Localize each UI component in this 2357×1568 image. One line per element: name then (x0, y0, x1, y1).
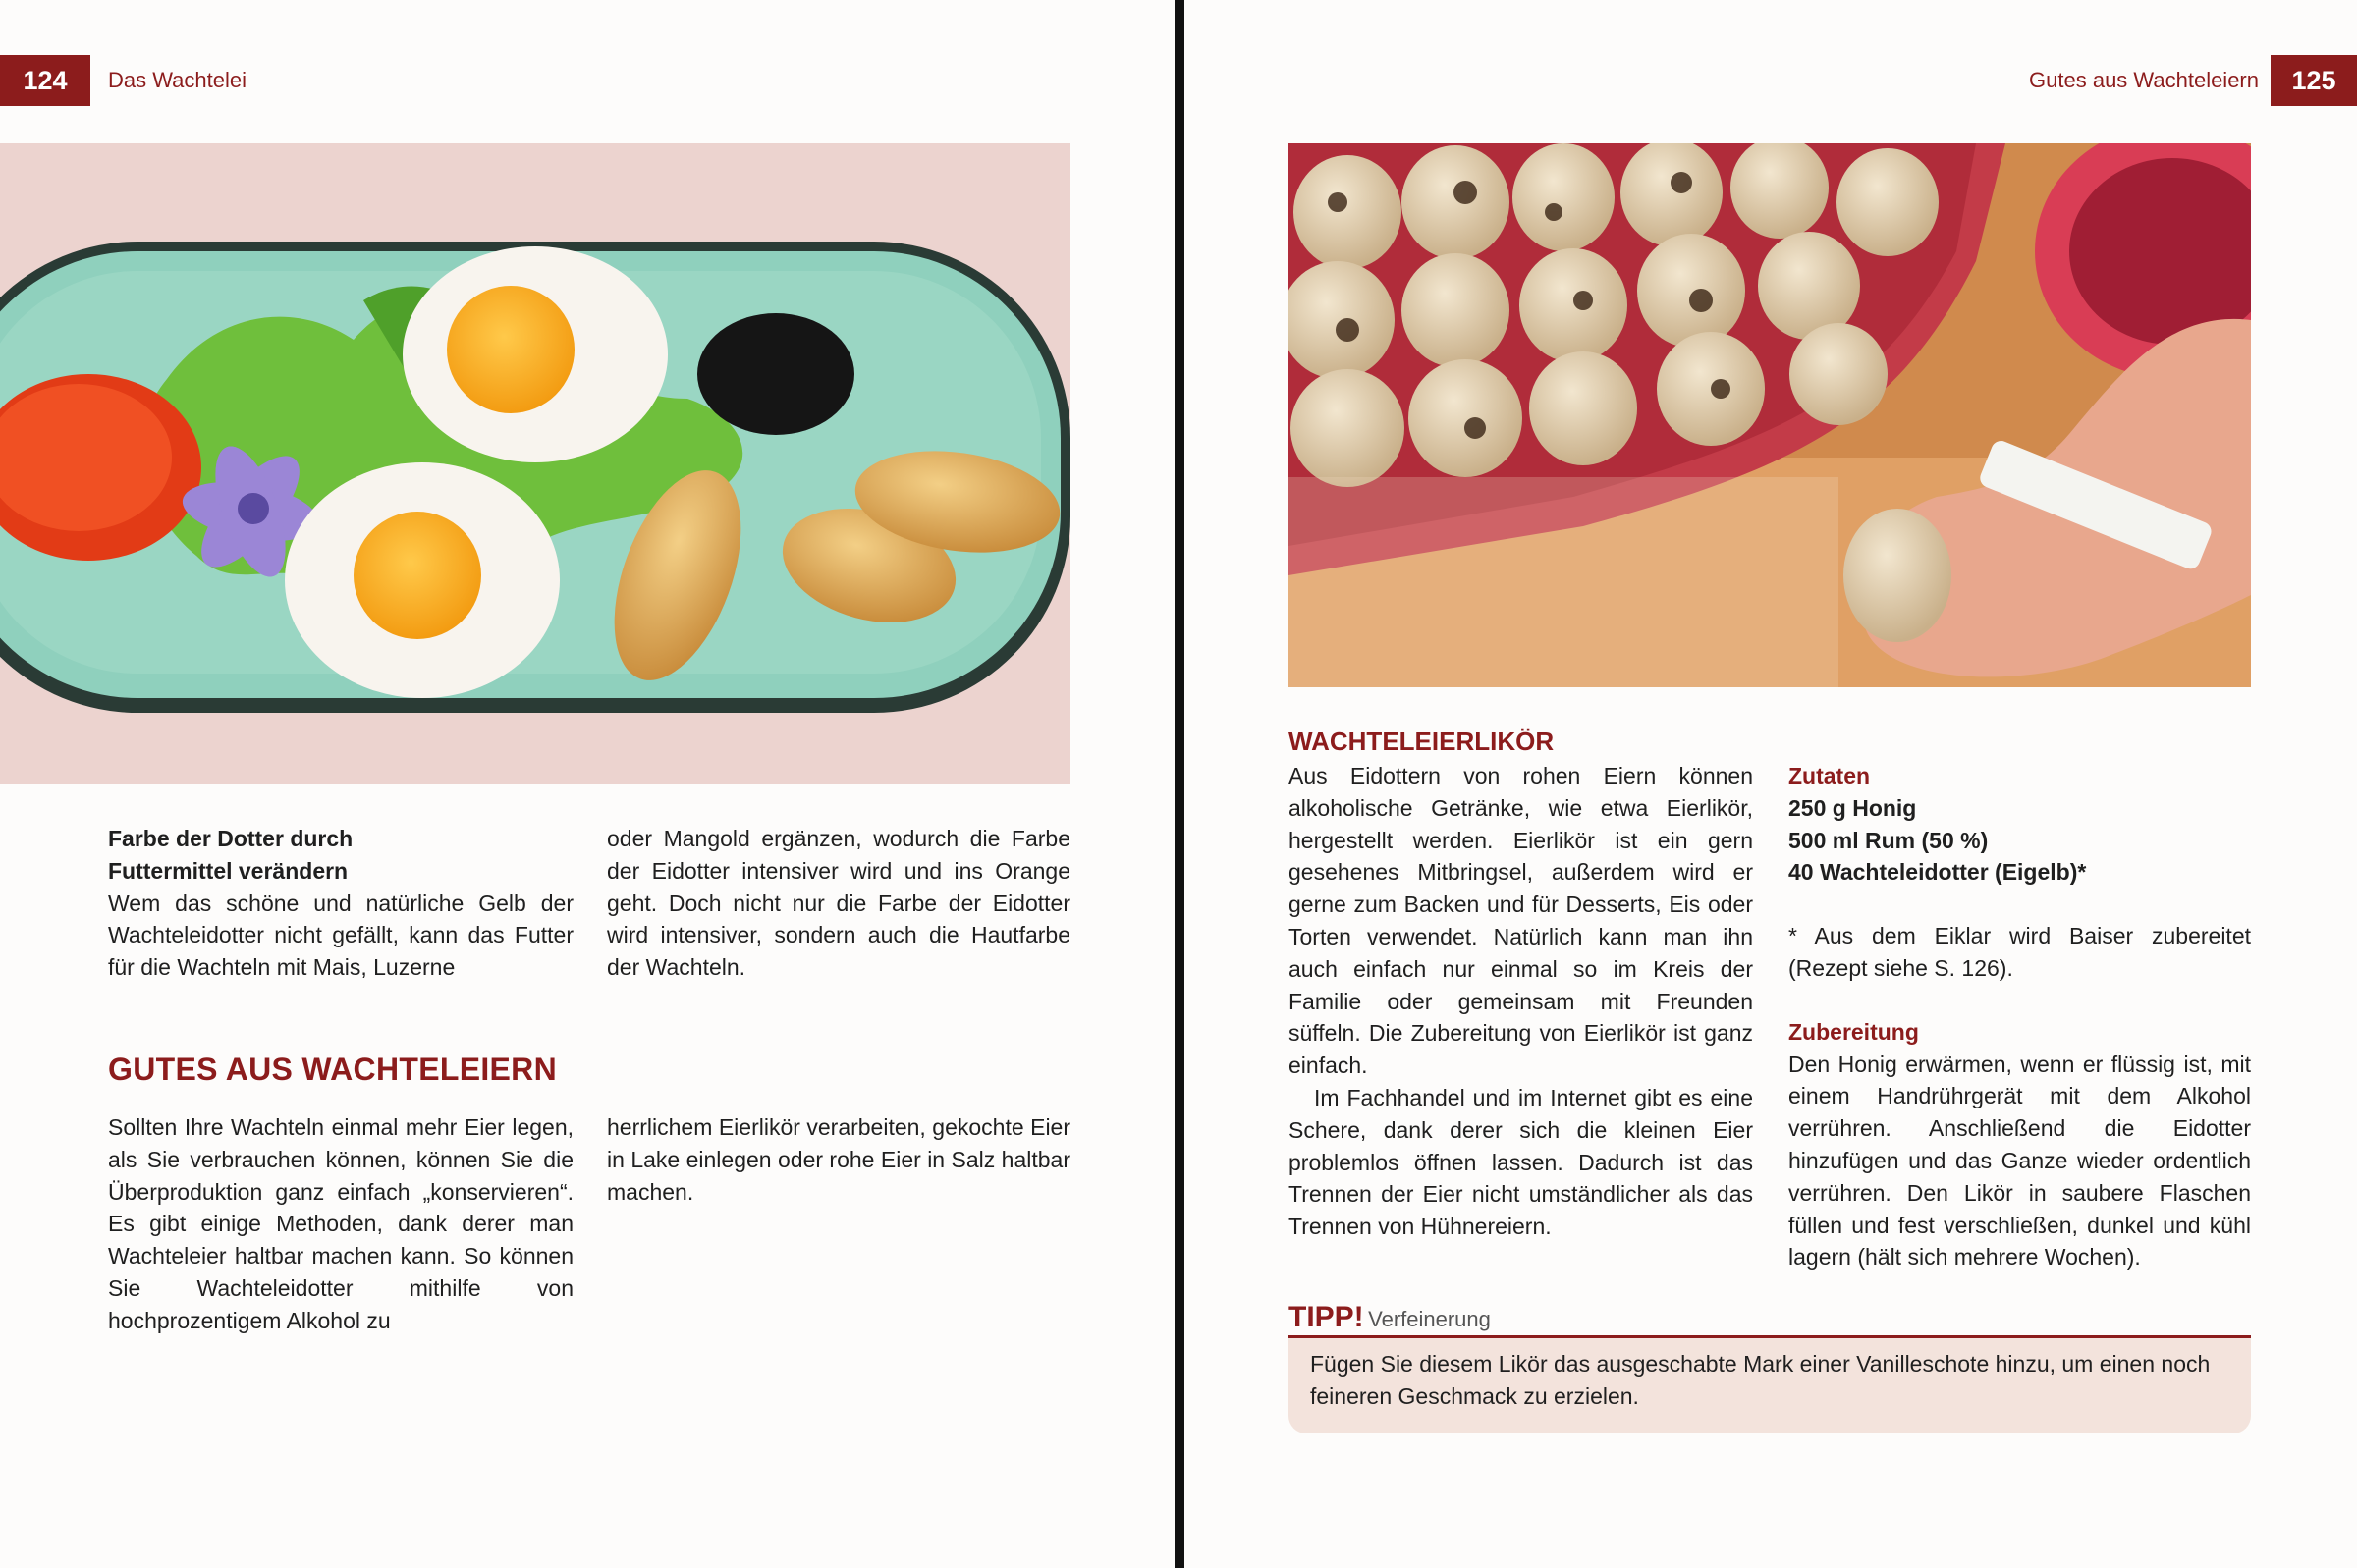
plate-photo (0, 143, 1070, 784)
right-page (1184, 0, 2357, 1568)
sidebar-col1 (108, 823, 574, 984)
recipe-paragraph-1: Aus Eidottern von rohen Eiern können alkoholische Getränke, wie etwa Eierlikör, hergestellt werden. Eierlikör ist ein gern gesehenes Mitbringsel, außerdem wird er gerne zum Backen und für Desserts, Eis oder Torten verwendet. Natürlich kann man ihn auch einfach nur einmal so im Kreis der Familie oder gemeinsam mit Freunden süffeln. Die Zubereitung von Eierlikör ist ganz einfach. (1288, 763, 1753, 1079)
running-head-left: Das Wachtelei (108, 68, 247, 92)
page-number-right: 125 (2271, 55, 2357, 106)
preparation-heading: Zubereitung (1788, 1018, 1919, 1045)
intro-col1 (108, 1111, 574, 1337)
sidebar-col2 (607, 823, 1070, 984)
sidebar-text: Wem das schöne und natürliche Gelb der Wachteleidotter nicht gefällt, kann das Futter für die Wachteln mit Mais, Luzerne (108, 890, 574, 981)
fried-quail-eggs-plate-image (0, 143, 1070, 784)
quail-eggs-photo (1288, 143, 2251, 687)
ingredient-item: 500 ml Rum (50 %) (1788, 827, 1989, 853)
ingredients-footnote: * Aus dem Eiklar wird Baiser zubereitet (Rezept siehe S. 126). (1788, 923, 2251, 981)
ingredients-heading: Zutaten (1788, 763, 1871, 788)
tip-sublabel: Verfeinerung (1368, 1307, 1491, 1331)
sidebar-text-continued: oder Mangold ergänzen, wodurch die Farbe der Eidotter intensiver wird und ins Orange geht. Doch nicht nur die Farbe der Eidotter wird intensiver, sondern auch die Hautfarbe der Wachteln. (607, 826, 1070, 981)
left-page (0, 0, 1175, 1568)
recipe-text-col (1288, 760, 1753, 1243)
recipe-side-col (1788, 760, 2251, 1273)
preparation-text: Den Honig erwärmen, wenn er flüssig ist, mit einem Handrührgerät mit dem Alkohol verrühren. Anschließend die Eidotter hinzufügen und das Ganze wieder ordentlich verrühren. Den Likör in saubere Flaschen füllen und fest verschließen, dunkel und kühl lagern (hält sich mehrere Wochen). (1788, 1051, 2251, 1271)
section-heading: GUTES AUS WACHTELEIERN (108, 1052, 557, 1087)
tip-text: Fügen Sie diesem Likör das ausgeschabte Mark einer Vanilleschote hinzu, um einen noch feineren Geschmack zu erzielen. (1310, 1351, 2211, 1409)
tip-header (1288, 1301, 1491, 1334)
page-number-left: 124 (0, 55, 90, 106)
intro-text-col2: herrlichem Eierlikör verarbeiten, gekochte Eier in Lake einlegen oder rohe Eier in Salz haltbar machen. (607, 1114, 1070, 1205)
intro-col2 (607, 1111, 1070, 1208)
sidebar-title-line2: Futtermittel verändern (108, 857, 349, 884)
book-gutter (1175, 0, 1184, 1568)
tip-box (1288, 1338, 2251, 1433)
recipe-title: WACHTELEIERLIKÖR (1288, 727, 1555, 756)
ingredient-item: 40 Wachteleidotter (Eigelb)* (1788, 859, 2087, 886)
ingredient-item: 250 g Honig (1788, 794, 1917, 821)
running-head-right: Gutes aus Wachteleiern (2029, 68, 2259, 92)
intro-text-col1: Sollten Ihre Wachteln einmal mehr Eier legen, als Sie verbrauchen können, können Sie die Überproduktion ganz einfach „konservieren“. Es gibt einige Methoden, dank derer man Wachteleier haltbar machen kann. So können Sie Wachteleidotter mithilfe von hochprozentigem Alkohol zu (108, 1114, 574, 1333)
recipe-paragraph-2: Im Fachhandel und im Internet gibt es eine Schere, dank derer sich die kleinen Eier problemlos öffnen lassen. Dadurch ist das Trennen der Eier nicht umständlicher als das Trennen von Hühnereiern. (1288, 1084, 1753, 1240)
tip-label: TIPP! (1288, 1301, 1364, 1333)
quail-eggs-opening-image (1288, 143, 2251, 687)
sidebar-title-line1: Farbe der Dotter durch (108, 826, 354, 851)
